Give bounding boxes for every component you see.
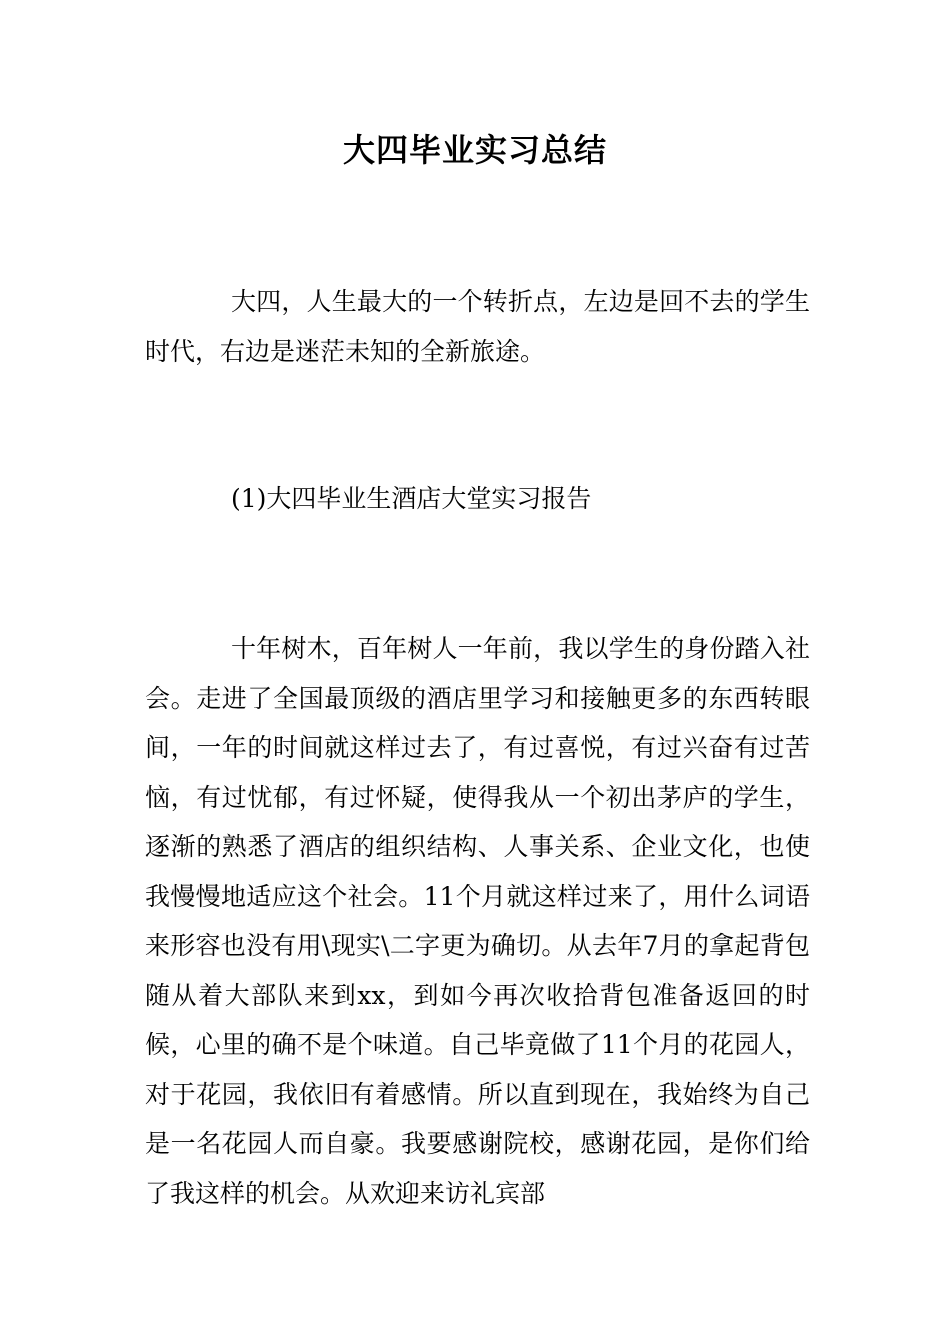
- intro-paragraph: 大四，人生最大的一个转折点，左边是回不去的学生时代，右边是迷茫未知的全新旅途。: [145, 287, 810, 366]
- section-heading: (1)大四毕业生酒店大堂实习报告: [231, 484, 592, 513]
- body-paragraph: 十年树木，百年树人一年前，我以学生的身份踏入社会。走进了全国最顶级的酒店里学习和接触更多的东西转眼间，一年的时间就这样过去了，有过喜悦，有过兴奋有过苦恼，有过忧郁，有过怀疑，使得我从一个初出茅庐的学生，逐渐的熟悉了酒店的组织结构、人事关系、企业文化，也使我慢慢地适应这个社会。11个月就这样过来了，用什么词语来形容也没有用\现实\二字更为确切。从去年7月的拿起背包随从着大部队来到xx，到如今再次收拾背包准备返回的时候，心里的确不是个味道。自己毕竟做了11个月的花园人，对于花园，我依旧有着感情。所以直到现在，我始终为自己是一名花园人而自豪。我要感谢院校，感谢花园，是你们给了我这样的机会。从欢迎来访礼宾部: [145, 634, 810, 1208]
- document-title: 大四毕业实习总结: [342, 131, 607, 169]
